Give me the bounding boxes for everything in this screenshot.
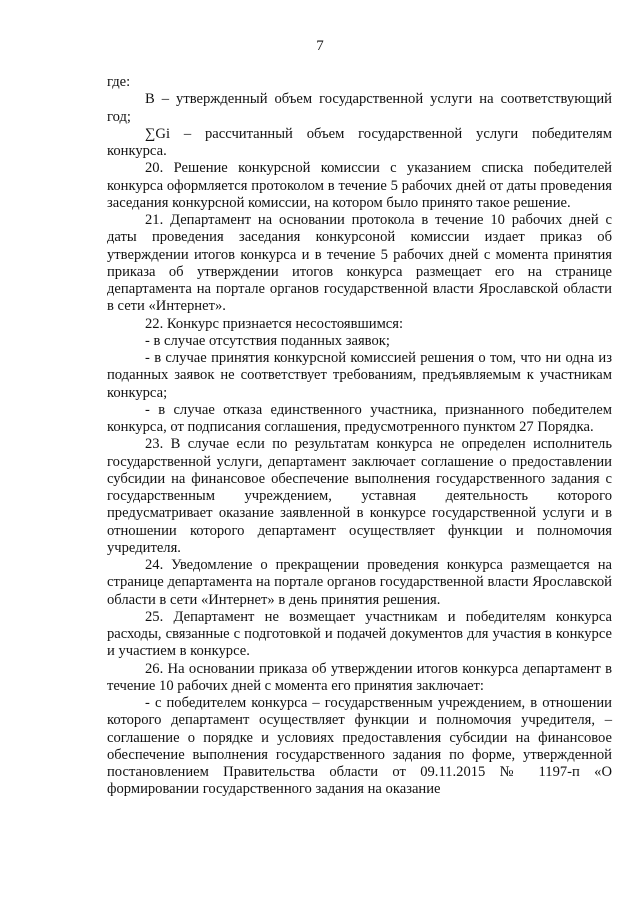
page-number: 7	[316, 38, 324, 54]
document-body	[107, 74, 612, 799]
paragraph-21: 21. Департамент на основании протокола в течение 10 рабочих дней с даты проведения заседания конкурсоной комиссии издает приказ об утверждении итогов конкурса и в течение 5 рабочих дней с момента принятия приказа об утверждении итогов конкурса размещает его на странице департамента на портале органов государственной власти Ярославской области в сети «Интернет».	[107, 212, 612, 315]
paragraph-24: 24. Уведомление о прекращении проведения конкурса размещается на странице департамента на портале органов государственной власти Ярославской области в сети «Интернет» в день принятия решения.	[107, 557, 612, 608]
paragraph-sum-definition: ∑Gi – рассчитанный объем государственной услуги победителям конкурса.	[107, 125, 612, 159]
paragraph-20: 20. Решение конкурсной комиссии с указанием списка победителей конкурса оформляется протоколом в течение 5 рабочих дней от даты проведения заседания конкурсной комиссии, на котором было принято такое решение.	[107, 160, 612, 211]
paragraph-where: где:	[107, 74, 131, 90]
paragraph-26: 26. На основании приказа об утверждении итогов конкурса департамент в течение 10 рабочих дней с момента его принятия заключает:	[107, 660, 612, 694]
list-item-no-matching-applications: - в случае принятия конкурсной комиссией решения о том, что ни одна из поданных заявок не соответствует требованиям, предъявляемым к участникам конкурса;	[107, 350, 612, 401]
paragraph-b-definition: B – утвержденный объем государственной услуги на соответствующий год;	[107, 91, 612, 125]
paragraph-22: 22. Конкурс признается несостоявшимся:	[145, 315, 404, 332]
list-item-winner-agreement: - с победителем конкурса – государственным учреждением, в отношении которого департамент осуществляет функции и полномочия учредителя, – соглашение о порядке и условиях предоставления субсидии на финансовое обеспечение выполнения государственного задания по форме, утвержденной постановлением Правительства области от 09.11.2015 № 1197-п «О формировании государственного задания на оказание	[107, 695, 612, 798]
list-item-no-applications: - в случае отсутствия поданных заявок;	[145, 332, 390, 349]
list-item-sole-participant-refusal: - в случае отказа единственного участника, признанного победителем конкурса, от подписания соглашения, предусмотренного пунктом 27 Порядка.	[107, 401, 612, 435]
paragraph-23: 23. В случае если по результатам конкурса не определен исполнитель государственной услуги, департамент заключает соглашение о предоставлении субсидии на финансовое обеспечение выполнения государственного задания с государственным учреждением, уставная деятельность которого предусматривает оказание заявленной в конкурсе государственной услуги и в отношении которого департамент осуществляет функции и полномочия учредителя.	[107, 436, 612, 556]
paragraph-25: 25. Департамент не возмещает участникам и победителям конкурса расходы, связанные с подготовкой и подачей документов для участия в конкурсе и участием в конкурсе.	[107, 608, 612, 660]
